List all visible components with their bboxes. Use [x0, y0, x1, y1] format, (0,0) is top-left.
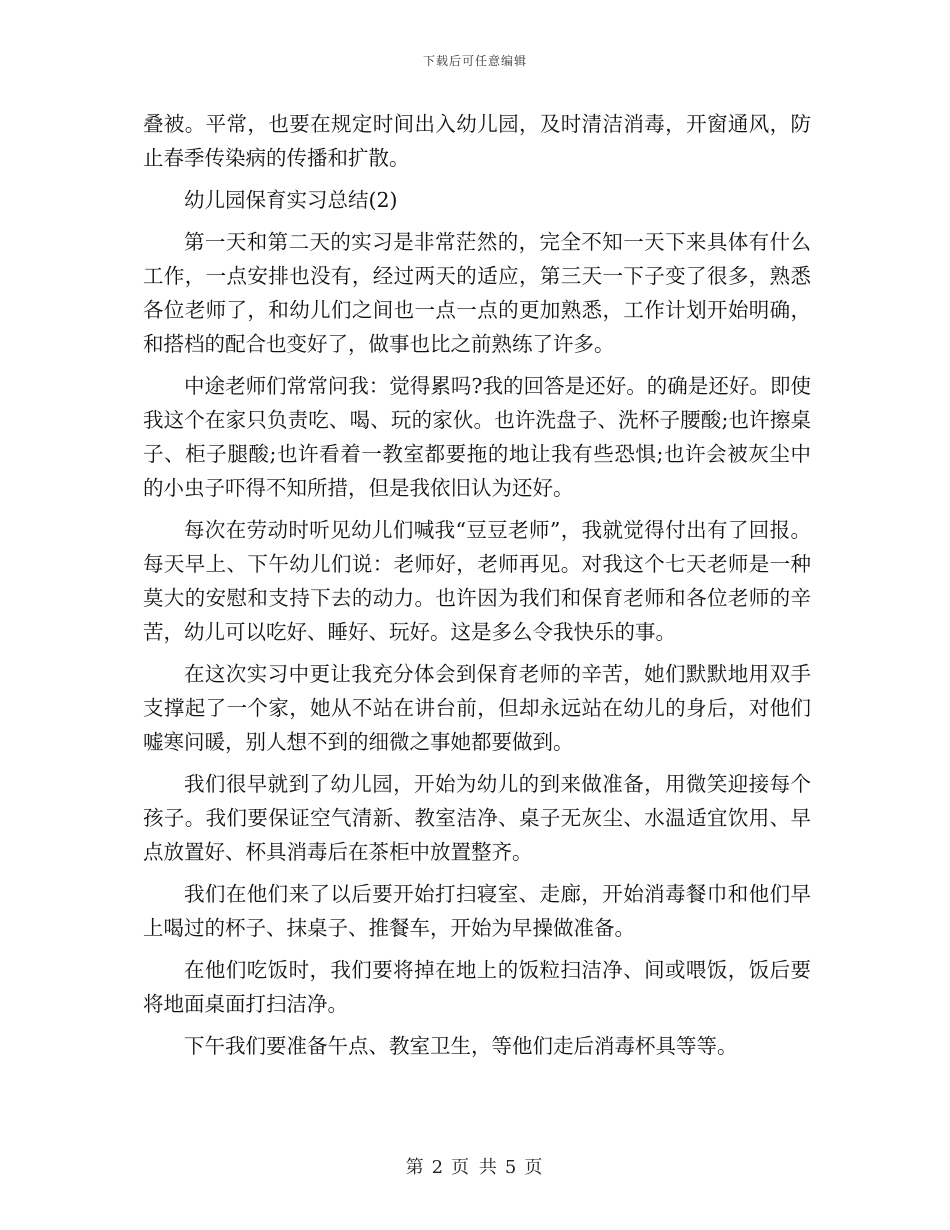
page-label-mid: 页 共	[451, 1157, 499, 1178]
section-heading: 幼儿园保育实习总结(2)	[184, 188, 398, 212]
document-body	[143, 107, 811, 1071]
paragraph-9: 在他们吃饭时，我们要将掉在地上的饭粒扫洁净、间或喂饭，饭后要将地面桌面打扫洁净。	[143, 958, 811, 1016]
total-pages-number: 5	[504, 1157, 519, 1178]
paragraph-1: 叠被。平常，也要在规定时间出入幼儿园，及时清洁消毒，开窗通风，防止春季传染病的传播和扩散。	[143, 112, 811, 170]
current-page-number: 2	[431, 1157, 446, 1178]
paragraph-10: 下午我们要准备午点、教室卫生，等他们走后消毒杯具等等。	[184, 1034, 738, 1058]
paragraph-6: 在这次实习中更让我充分体会到保育老师的辛苦，她们默默地用双手支撑起了一个家，她从不站在讲台前，但却永远站在幼儿的身后，对他们嘘寒问暖，别人想不到的细微之事她都要做到。	[143, 662, 811, 754]
paragraph-7: 我们很早就到了幼儿园，开始为幼儿的到来做准备，用微笑迎接每个孩子。我们要保证空气清新、教室洁净、桌子无灰尘、水温适宜饮用、早点放置好、杯具消毒后在茶柜中放置整齐。	[143, 772, 811, 864]
page-header: 下载后可任意编辑	[422, 54, 527, 68]
page-label-suffix: 页	[524, 1157, 545, 1178]
paragraph-3: 第一天和第二天的实习是非常茫然的，完全不知一天下来具体有什么工作，一点安排也没有，经过两天的适应，第三天一下子变了很多，熟悉各位老师了，和幼儿们之间也一点一点的更加熟悉，工作计划开始明确，和搭档的配合也变好了，做事也比之前熟练了许多。	[143, 230, 811, 356]
page-label-prefix: 第	[405, 1157, 426, 1178]
page-footer	[0, 1153, 950, 1179]
paragraph-8: 我们在他们来了以后要开始打扫寝室、走廊，开始消毒餐巾和他们早上喝过的杯子、抹桌子、推餐车，开始为早操做准备。	[143, 882, 811, 940]
paragraph-4: 中途老师们常常问我：觉得累吗?我的回答是还好。的确是还好。即使我这个在家只负责吃、喝、玩的家伙。也许洗盘子、洗杯子腰酸;也许擦桌子、柜子腿酸;也许看着一教室都要拖的地让我有些恐惧;也许会被灰尘中的小虫子吓得不知所措，但是我依旧认为还好。	[143, 374, 811, 500]
paragraph-5: 每次在劳动时听见幼儿们喊我“豆豆老师”，我就觉得付出有了回报。每天早上、下午幼儿们说：老师好，老师再见。对我这个七天老师是一种莫大的安慰和支持下去的动力。也许因为我们和保育老师和各位老师的辛苦，幼儿可以吃好、睡好、玩好。这是多么令我快乐的事。	[143, 518, 811, 644]
